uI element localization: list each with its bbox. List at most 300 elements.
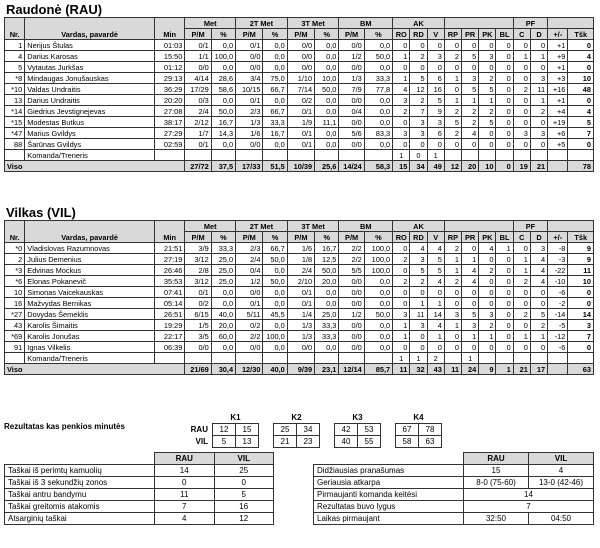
total-p2: 30,4 <box>211 364 235 375</box>
team-coach-label: Komanda/Treneris <box>25 353 155 364</box>
stats-label: Taškai iš 3 sekundžių zonos <box>5 477 155 489</box>
stat-pmbm: 1/2 <box>339 309 364 320</box>
stat-bl: 0 <box>496 40 513 51</box>
stat-pm: -8 <box>548 243 568 254</box>
stat-ro: 3 <box>393 309 410 320</box>
header-rd: RD <box>410 232 427 243</box>
stat-pm3t: 1/3 <box>287 331 314 342</box>
stat-pm3t: 1/4 <box>287 309 314 320</box>
stat-pm2t: 5/11 <box>236 309 263 320</box>
player-number: *0 <box>5 243 25 254</box>
stat-ro: 0 <box>393 117 410 128</box>
header-nr: Nr. <box>5 221 25 243</box>
stat-bl: 0 <box>496 320 513 331</box>
stat-c: 2 <box>513 84 530 95</box>
header-pm: P/M <box>287 232 314 243</box>
quarter-row <box>182 424 456 436</box>
stat-pk: 2 <box>479 73 496 84</box>
player-number: *6 <box>5 276 25 287</box>
stats-col-rau: RAU <box>464 453 529 465</box>
stat-pm3t: 0/1 <box>287 298 314 309</box>
stat-pm: -22 <box>548 265 568 276</box>
header-pct: % <box>364 232 392 243</box>
stat-pmbm: 0/0 <box>339 276 364 287</box>
stat-p2t: 0,0 <box>263 62 287 73</box>
stat-p3t: 33,3 <box>315 331 339 342</box>
empty-cell <box>339 150 364 161</box>
stat-v: 1 <box>427 298 444 309</box>
player-row <box>5 320 594 331</box>
stat-p2: 40,0 <box>211 309 235 320</box>
stat-p2t: 50,0 <box>263 254 287 265</box>
stat-pk: 0 <box>479 128 496 139</box>
stats-label: Taškai greitomis atakomis <box>5 501 155 513</box>
team-stat-pr <box>462 150 479 161</box>
player-row <box>5 84 594 95</box>
header-pf: PF <box>513 18 547 29</box>
total-p3t: 25,6 <box>315 161 339 172</box>
empty-cell <box>315 353 339 364</box>
total-rd: 32 <box>410 364 427 375</box>
stat-p2t: 0,0 <box>263 40 287 51</box>
total-p2t: 40,0 <box>263 364 287 375</box>
total-pk: 10 <box>479 161 496 172</box>
stat-bl: 0 <box>496 298 513 309</box>
stat-p3t: 0,0 <box>315 298 339 309</box>
player-minutes: 05:14 <box>155 298 185 309</box>
header-pm: P/M <box>339 29 364 40</box>
stats-row <box>5 489 274 501</box>
stat-pmbm: 2/2 <box>339 254 364 265</box>
stats-value-rau: 0 <box>155 477 215 489</box>
stat-bl: 0 <box>496 73 513 84</box>
stat-pm2: 3/9 <box>185 243 211 254</box>
stat-d: 0 <box>530 62 547 73</box>
stat-pr: 5 <box>462 309 479 320</box>
stat-rd: 3 <box>410 117 427 128</box>
stat-pbm: 0,0 <box>364 320 392 331</box>
stat-pk: 3 <box>479 309 496 320</box>
player-minutes: 19:29 <box>155 320 185 331</box>
header-ak: AK <box>393 18 445 29</box>
quarter-score: 67 <box>396 424 419 436</box>
player-minutes: 22:17 <box>155 331 185 342</box>
stat-pk: 4 <box>479 243 496 254</box>
quarter-score: 25 <box>274 424 297 436</box>
stat-pm: +1 <box>548 40 568 51</box>
stat-pm2: 3/5 <box>185 331 211 342</box>
stat-bl: 0 <box>496 342 513 353</box>
stat-pm: -5 <box>548 320 568 331</box>
player-points: 0 <box>568 62 594 73</box>
stats-row <box>314 477 594 489</box>
empty-cell <box>236 150 263 161</box>
player-name: Simonas Vaicekauskas <box>25 287 155 298</box>
stats-value-rau: 32:50 <box>464 513 529 525</box>
stat-rd: 0 <box>410 331 427 342</box>
empty-cell <box>185 353 211 364</box>
stat-pmbm: 0/0 <box>339 62 364 73</box>
stat-bl: 1 <box>496 243 513 254</box>
stats-label: Taškai iš perimtų kamuolių <box>5 465 155 477</box>
stat-pm2: 0/1 <box>185 139 211 150</box>
player-minutes: 27:08 <box>155 106 185 117</box>
stat-pm3t: 0/1 <box>287 139 314 150</box>
header-pct: % <box>211 232 235 243</box>
total-pmbm: 12/14 <box>339 364 364 375</box>
stat-pm2t: 10/15 <box>236 84 263 95</box>
stat-rd: 5 <box>410 265 427 276</box>
stat-c: 0 <box>513 73 530 84</box>
header-row-groups <box>5 221 594 232</box>
stat-d: 4 <box>530 276 547 287</box>
stats-label: Pirmaujanti komanda keitėsi <box>314 489 464 501</box>
stat-pk: 2 <box>479 265 496 276</box>
stat-pm: +19 <box>548 117 568 128</box>
stat-pm: -12 <box>548 331 568 342</box>
total-pk: 9 <box>479 364 496 375</box>
stat-pm: -14 <box>548 309 568 320</box>
stats-value-rau: 11 <box>155 489 215 501</box>
stat-p2: 50,0 <box>211 106 235 117</box>
quarter-header: K4 <box>413 413 424 422</box>
player-name: Mažvydas Bernikas <box>25 298 155 309</box>
quarter-header: K2 <box>291 413 302 422</box>
stat-rp: 0 <box>444 84 461 95</box>
stat-rd: 4 <box>410 243 427 254</box>
header-cell <box>444 18 513 29</box>
header-v: V <box>427 29 444 40</box>
player-number: *14 <box>5 106 25 117</box>
stat-rd: 0 <box>410 62 427 73</box>
total-pm <box>548 364 568 375</box>
stat-pmbm: 1/2 <box>339 51 364 62</box>
stat-rd: 11 <box>410 309 427 320</box>
empty-cell <box>568 150 594 161</box>
stat-p3t: 16,7 <box>315 243 339 254</box>
player-points: 0 <box>568 342 594 353</box>
stats-value-rau: 8-0 (75-60) <box>464 477 529 489</box>
player-minutes: 01:03 <box>155 40 185 51</box>
stat-rp: 0 <box>444 139 461 150</box>
stat-pr: 0 <box>462 287 479 298</box>
header-name: Vardas, pavardė <box>25 221 155 243</box>
team-stat-d <box>530 150 547 161</box>
stats-value-vil: 16 <box>214 501 274 513</box>
stat-pmbm: 0/0 <box>339 298 364 309</box>
stat-d: 1 <box>530 51 547 62</box>
stat-p2: 58,6 <box>211 84 235 95</box>
header-nr: Nr. <box>5 18 25 40</box>
stat-pm2t: 2/3 <box>236 106 263 117</box>
stat-rp: 1 <box>444 265 461 276</box>
stat-pk: 0 <box>479 287 496 298</box>
player-minutes: 27:29 <box>155 128 185 139</box>
team-stat-bl <box>496 150 513 161</box>
stat-pbm: 0,0 <box>364 62 392 73</box>
stat-rp: 1 <box>444 254 461 265</box>
player-number: 16 <box>5 298 25 309</box>
stats-row <box>5 513 274 525</box>
stat-pm3t: 0/1 <box>287 128 314 139</box>
stat-pm2: 2/8 <box>185 265 211 276</box>
stat-pmbm: 2/2 <box>339 243 364 254</box>
stats-row <box>314 489 594 501</box>
stat-pk: 0 <box>479 254 496 265</box>
stat-p2: 100,0 <box>211 51 235 62</box>
player-row <box>5 62 594 73</box>
stat-rd: 3 <box>410 128 427 139</box>
total-v: 49 <box>427 161 444 172</box>
stat-c: 0 <box>513 62 530 73</box>
stat-pm2t: 0/0 <box>236 287 263 298</box>
stats-label: Laikas pirmaujant <box>314 513 464 525</box>
stat-pk: 0 <box>479 298 496 309</box>
player-row <box>5 254 594 265</box>
stat-pr: 4 <box>462 276 479 287</box>
stat-pmbm: 0/0 <box>339 287 364 298</box>
player-row <box>5 265 594 276</box>
stats-row <box>5 477 274 489</box>
stat-pm2: 2/12 <box>185 117 211 128</box>
player-row <box>5 95 594 106</box>
stat-pm: -3 <box>548 254 568 265</box>
header-2t-met: 2T Met <box>236 221 288 232</box>
stat-pm3t: 0/0 <box>287 62 314 73</box>
player-points: 48 <box>568 84 594 95</box>
player-minutes: 26:51 <box>155 309 185 320</box>
header-pct: % <box>211 29 235 40</box>
player-number: 10 <box>5 287 25 298</box>
stat-pr: 0 <box>462 342 479 353</box>
stat-c: 0 <box>513 95 530 106</box>
player-name: Vytautas Jurkšas <box>25 62 155 73</box>
stats-col-vil: VIL <box>529 453 594 465</box>
stat-pm3t: 0/0 <box>287 40 314 51</box>
team-title-rau: Raudonė (RAU) <box>6 2 103 17</box>
empty-cell <box>5 150 25 161</box>
player-name: Nerijus Štulas <box>25 40 155 51</box>
stat-pm2t: 0/0 <box>236 51 263 62</box>
stat-pbm: 0,0 <box>364 117 392 128</box>
stat-c: 1 <box>513 331 530 342</box>
empty-cell <box>548 150 568 161</box>
player-points: 0 <box>568 139 594 150</box>
player-row <box>5 287 594 298</box>
stat-c: 0 <box>513 139 530 150</box>
stat-bl: 0 <box>496 51 513 62</box>
header-tsk: Tšk <box>568 232 594 243</box>
player-name: Vladislovas Razumnovas <box>25 243 155 254</box>
stats-value-rau: 4 <box>155 513 215 525</box>
stat-v: 4 <box>427 243 444 254</box>
stat-rp: 2 <box>444 276 461 287</box>
stat-pm3t: 0/0 <box>287 51 314 62</box>
stat-pm: -6 <box>548 287 568 298</box>
box-score-rau <box>4 17 594 172</box>
stat-pm3t: 2/10 <box>287 276 314 287</box>
stat-pr: 3 <box>462 320 479 331</box>
stat-p2t: 0,0 <box>263 95 287 106</box>
total-d: 17 <box>530 364 547 375</box>
stat-pm2: 0/3 <box>185 95 211 106</box>
stat-v: 0 <box>427 40 444 51</box>
header-3t-met: 3T Met <box>287 18 339 29</box>
stat-pbm: 0,0 <box>364 298 392 309</box>
stat-pm2: 2/4 <box>185 106 211 117</box>
stat-rd: 12 <box>410 84 427 95</box>
header-met: Met <box>185 221 236 232</box>
quarter-score: 63 <box>419 436 442 448</box>
stat-v: 3 <box>427 51 444 62</box>
stat-rp: 0 <box>444 331 461 342</box>
empty-cell <box>155 150 185 161</box>
quarter-score: 40 <box>335 436 358 448</box>
stat-c: 0 <box>513 342 530 353</box>
stat-rd: 1 <box>410 298 427 309</box>
total-row <box>5 364 594 375</box>
stat-pm2: 1/5 <box>185 320 211 331</box>
player-number: 2 <box>5 254 25 265</box>
player-number: *47 <box>5 128 25 139</box>
total-points: 78 <box>568 161 594 172</box>
stats-value-rau: 7 <box>155 501 215 513</box>
stat-pbm: 100,0 <box>364 254 392 265</box>
stat-pk: 1 <box>479 331 496 342</box>
stat-v: 5 <box>427 95 444 106</box>
stat-d: 11 <box>530 84 547 95</box>
player-points: 4 <box>568 51 594 62</box>
total-ro: 11 <box>393 364 410 375</box>
player-minutes: 35:53 <box>155 276 185 287</box>
player-number: *3 <box>5 265 25 276</box>
stat-pm3t: 1/10 <box>287 73 314 84</box>
stat-p2: 0,0 <box>211 298 235 309</box>
stat-p3t: 12,5 <box>315 254 339 265</box>
player-number: 88 <box>5 139 25 150</box>
stat-ro: 0 <box>393 139 410 150</box>
stat-pm3t: 1/8 <box>287 254 314 265</box>
stats-value-vil: 4 <box>529 465 594 477</box>
stat-c: 0 <box>513 298 530 309</box>
stat-d: 5 <box>530 309 547 320</box>
stat-p2t: 75,0 <box>263 73 287 84</box>
stat-d: 3 <box>530 243 547 254</box>
team-stats-right <box>313 452 594 525</box>
stat-v: 0 <box>427 287 444 298</box>
stat-pm3t: 0/0 <box>287 342 314 353</box>
stat-pk: 2 <box>479 106 496 117</box>
header-2t-met: 2T Met <box>236 18 288 29</box>
stats-value-vil: 04:50 <box>529 513 594 525</box>
stat-rp: 2 <box>444 128 461 139</box>
player-name: Valdas Undraitis <box>25 84 155 95</box>
player-row <box>5 73 594 84</box>
stat-pm2: 1/7 <box>185 128 211 139</box>
total-label: Viso <box>5 161 185 172</box>
player-minutes: 36:29 <box>155 84 185 95</box>
stat-p3t: 10,0 <box>315 73 339 84</box>
empty-cell <box>155 353 185 364</box>
stat-pk: 5 <box>479 117 496 128</box>
stat-p3t: 50,0 <box>315 84 339 95</box>
team-coach-row <box>5 150 594 161</box>
stat-rp: 0 <box>444 40 461 51</box>
stat-ro: 0 <box>393 243 410 254</box>
total-rp: 12 <box>444 161 461 172</box>
team-stat-pr: 1 <box>462 353 479 364</box>
player-minutes: 26:46 <box>155 265 185 276</box>
stat-p2t: 0,0 <box>263 139 287 150</box>
stat-p2t: 16,7 <box>263 128 287 139</box>
stat-rd: 7 <box>410 106 427 117</box>
stat-d: 0 <box>530 40 547 51</box>
stat-c: 2 <box>513 309 530 320</box>
stat-bl: 0 <box>496 62 513 73</box>
stat-pm: +16 <box>548 84 568 95</box>
stat-p3t: 0,0 <box>315 62 339 73</box>
stat-p3t: 0,0 <box>315 95 339 106</box>
stat-p2t: 66,7 <box>263 243 287 254</box>
stat-ro: 1 <box>393 51 410 62</box>
player-number: *27 <box>5 309 25 320</box>
stat-pbm: 0,0 <box>364 95 392 106</box>
team-stat-rp <box>444 150 461 161</box>
empty-cell <box>364 150 392 161</box>
header-c: C <box>513 232 530 243</box>
quarter-score: 5 <box>213 436 236 448</box>
stats-value-vil: 12 <box>214 513 274 525</box>
quarter-score: 15 <box>236 424 259 436</box>
stats-label: Geriausia atkarpa <box>314 477 464 489</box>
stat-pm: +6 <box>548 128 568 139</box>
stat-pbm: 0,0 <box>364 40 392 51</box>
total-pr: 24 <box>462 364 479 375</box>
player-number: *10 <box>5 84 25 95</box>
total-pr: 20 <box>462 161 479 172</box>
stat-d: 3 <box>530 128 547 139</box>
empty-cell <box>548 353 568 364</box>
stat-c: 0 <box>513 287 530 298</box>
header-d: D <box>530 29 547 40</box>
header-pct: % <box>315 29 339 40</box>
stat-pm2t: 1/2 <box>236 276 263 287</box>
stat-ro: 4 <box>393 84 410 95</box>
player-points: 3 <box>568 320 594 331</box>
total-bl: 1 <box>496 364 513 375</box>
stat-v: 14 <box>427 309 444 320</box>
stat-p3t: 0,0 <box>315 287 339 298</box>
player-number: *15 <box>5 117 25 128</box>
stats-row <box>314 465 594 477</box>
stat-rp: 0 <box>444 62 461 73</box>
stat-p2: 60,0 <box>211 331 235 342</box>
player-points: 10 <box>568 276 594 287</box>
stat-d: 2 <box>530 106 547 117</box>
stat-pm3t: 1/6 <box>287 243 314 254</box>
stat-pr: 1 <box>462 331 479 342</box>
stat-pm2t: 1/6 <box>236 128 263 139</box>
stat-pmbm: 5/6 <box>339 128 364 139</box>
stat-p2t: 0,0 <box>263 342 287 353</box>
total-v: 43 <box>427 364 444 375</box>
player-points: 9 <box>568 254 594 265</box>
player-number: *8 <box>5 73 25 84</box>
stat-pm2t: 0/1 <box>236 40 263 51</box>
player-minutes: 27:19 <box>155 254 185 265</box>
stat-pm3t: 0/2 <box>287 95 314 106</box>
header-bl: BL <box>496 29 513 40</box>
